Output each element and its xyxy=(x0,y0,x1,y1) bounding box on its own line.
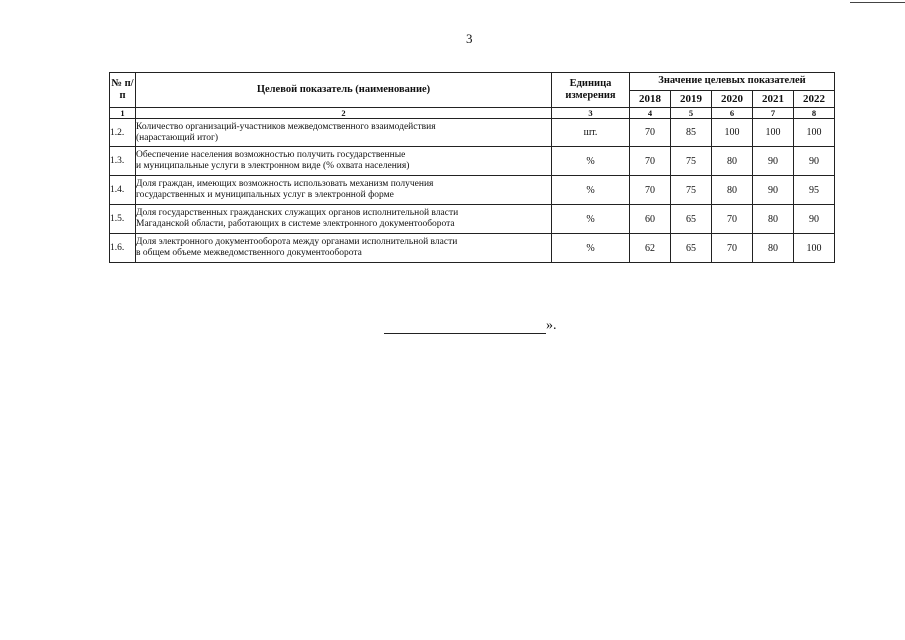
closing-underline xyxy=(384,319,546,334)
value-cell: 90 xyxy=(794,147,835,176)
value-cell: 100 xyxy=(712,119,753,147)
header-year: 2018 xyxy=(630,91,671,108)
value-cell: 62 xyxy=(630,234,671,263)
value-cell: 100 xyxy=(794,119,835,147)
unit-cell: шт. xyxy=(552,119,630,147)
column-number: 5 xyxy=(671,108,712,119)
column-number: 3 xyxy=(552,108,630,119)
unit-cell: % xyxy=(552,205,630,234)
value-cell: 80 xyxy=(712,147,753,176)
top-edge-line xyxy=(850,2,905,3)
header-unit: Единица измерения xyxy=(552,73,630,108)
table-row xyxy=(110,119,835,147)
row-number: 1.6. xyxy=(110,234,136,263)
value-cell: 70 xyxy=(630,176,671,205)
indicator-name: Обеспечение населения возможностью получить государственные и муниципальные услуги в электронном виде (% охвата населения) xyxy=(136,147,552,176)
value-cell: 100 xyxy=(794,234,835,263)
value-cell: 70 xyxy=(712,205,753,234)
value-cell: 85 xyxy=(671,119,712,147)
header-year: 2020 xyxy=(712,91,753,108)
header-indicator: Целевой показатель (наименование) xyxy=(136,73,552,108)
row-number: 1.3. xyxy=(110,147,136,176)
value-cell: 90 xyxy=(753,176,794,205)
value-cell: 80 xyxy=(712,176,753,205)
page-number: 3 xyxy=(466,31,473,46)
closing-quote: ». xyxy=(546,318,557,333)
value-cell: 70 xyxy=(630,147,671,176)
table-row xyxy=(110,176,835,205)
indicators-table xyxy=(109,72,835,263)
closing-mark xyxy=(384,318,557,334)
header-year: 2019 xyxy=(671,91,712,108)
indicator-name: Доля граждан, имеющих возможность использовать механизм получения государственных и муниципальных услуг в электронной форме xyxy=(136,176,552,205)
value-cell: 75 xyxy=(671,176,712,205)
indicator-name: Доля электронного документооборота между органами исполнительной власти в общем объеме межведомственного документооборота xyxy=(136,234,552,263)
unit-cell: % xyxy=(552,147,630,176)
unit-cell: % xyxy=(552,234,630,263)
value-cell: 90 xyxy=(794,205,835,234)
value-cell: 65 xyxy=(671,234,712,263)
table-row xyxy=(110,234,835,263)
indicator-name: Количество организаций-участников межведомственного взаимодействия (нарастающий итог) xyxy=(136,119,552,147)
value-cell: 70 xyxy=(712,234,753,263)
value-cell: 70 xyxy=(630,119,671,147)
column-number: 4 xyxy=(630,108,671,119)
value-cell: 60 xyxy=(630,205,671,234)
header-num: № п/п xyxy=(110,73,136,108)
value-cell: 80 xyxy=(753,234,794,263)
value-cell: 65 xyxy=(671,205,712,234)
column-number: 8 xyxy=(794,108,835,119)
column-number: 1 xyxy=(110,108,136,119)
column-number: 7 xyxy=(753,108,794,119)
value-cell: 100 xyxy=(753,119,794,147)
column-number: 6 xyxy=(712,108,753,119)
row-number: 1.4. xyxy=(110,176,136,205)
table-row xyxy=(110,205,835,234)
unit-cell: % xyxy=(552,176,630,205)
value-cell: 90 xyxy=(753,147,794,176)
column-number: 2 xyxy=(136,108,552,119)
row-number: 1.5. xyxy=(110,205,136,234)
value-cell: 80 xyxy=(753,205,794,234)
header-values-group: Значение целевых показателей xyxy=(630,73,835,91)
column-numbers-row xyxy=(110,108,835,119)
header-year: 2021 xyxy=(753,91,794,108)
header-year: 2022 xyxy=(794,91,835,108)
indicator-name: Доля государственных гражданских служащих органов исполнительной власти Магаданской области, работающих в системе электронного документооборота xyxy=(136,205,552,234)
table-row xyxy=(110,147,835,176)
value-cell: 95 xyxy=(794,176,835,205)
value-cell: 75 xyxy=(671,147,712,176)
row-number: 1.2. xyxy=(110,119,136,147)
